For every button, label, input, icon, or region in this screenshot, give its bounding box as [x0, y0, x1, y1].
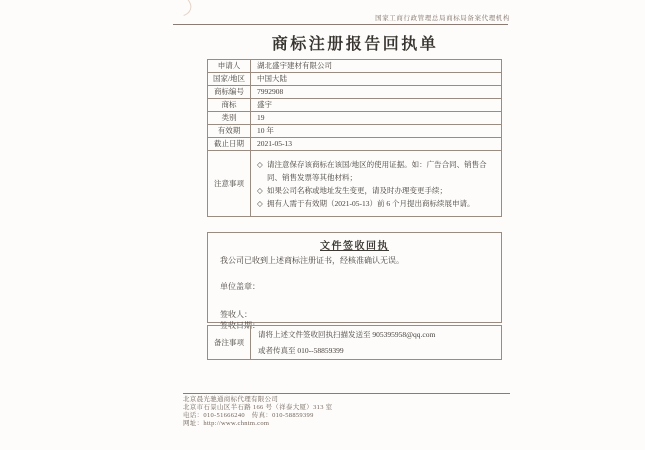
note-text: 如果公司名称或地址发生变更，请及时办理变更手续； [267, 185, 447, 195]
deadline-value: 2021-05-13 [251, 138, 502, 151]
diamond-bullet-icon: ◇ [257, 185, 263, 195]
agency-registration-note: 国家工商行政管理总局商标局备案代理机构 [375, 15, 510, 22]
applicant-value: 湖北盛宇建材有限公司 [251, 60, 502, 73]
class-label: 类别 [208, 112, 251, 125]
diamond-bullet-icon: ◇ [257, 159, 263, 169]
agency-address: 北京市石景山区半石路 166 号（祥泰大厦）313 室 [183, 404, 333, 411]
signer-label: 签收人： [220, 310, 252, 319]
remark-label: 备注事项 [208, 326, 251, 360]
validity-label: 有效期 [208, 125, 251, 138]
class-value: 19 [251, 112, 502, 125]
agency-website: 网址：http://www.chntm.com [183, 420, 270, 427]
remark-row [208, 326, 502, 360]
table-row [208, 86, 502, 99]
receipt-statement: 我公司已收到上述商标注册证书，经核准确认无误。 [220, 256, 404, 265]
table-row [208, 60, 502, 73]
page-title: 商标注册报告回执单 [271, 36, 439, 53]
notes-value [251, 151, 502, 217]
footer-rule [183, 393, 510, 394]
applicant-label: 申请人 [208, 60, 251, 73]
table-row [208, 112, 502, 125]
table-row [208, 138, 502, 151]
agency-company-name: 北京晨光驰通商标代理有限公司 [183, 396, 279, 403]
notes-row [208, 151, 502, 217]
note-text: 请注意保存该商标在该国/地区的使用证据。如：广告合同、销售合同、销售发票等其他材料； [267, 159, 487, 182]
country-label: 国家/地区 [208, 73, 251, 86]
note-item [257, 197, 497, 210]
agency-footer [183, 393, 513, 428]
note-item [257, 184, 497, 197]
remark-line-1: 请将上述文件签收回执扫描发送至 905395958@qq.com [258, 330, 436, 339]
note-item [257, 158, 497, 184]
trademark-value: 盛宇 [251, 99, 502, 112]
remark-line-2: 或者传真至 010--58859399 [258, 345, 344, 355]
remark-table [207, 325, 502, 360]
trademark-number-label: 商标编号 [208, 86, 251, 99]
receipt-box-title: 文件签收回执 [320, 241, 389, 252]
validity-value: 10 年 [251, 125, 502, 138]
agency-phone-fax: 电话：010-51666240 传真：010-58859399 [183, 412, 314, 419]
sign-date-label: 签收日期： [220, 321, 260, 330]
trademark-number-value: 7992908 [251, 86, 502, 99]
notes-label: 注意事项 [208, 151, 251, 217]
header-rule [173, 24, 508, 25]
remark-value [251, 326, 502, 360]
trademark-info-table [207, 59, 502, 217]
table-row [208, 73, 502, 86]
document-receipt-box [207, 232, 502, 330]
table-row [208, 99, 502, 112]
table-row [208, 125, 502, 138]
trademark-label: 商标 [208, 99, 251, 112]
diamond-bullet-icon: ◇ [257, 198, 263, 208]
company-seal-label: 单位盖章： [220, 282, 260, 291]
note-text: 拥有人需于有效期（2021-05-13）前 6 个月提出商标续展申请。 [267, 198, 475, 208]
deadline-label: 截止日期 [208, 138, 251, 151]
country-value: 中国大陆 [251, 73, 502, 86]
